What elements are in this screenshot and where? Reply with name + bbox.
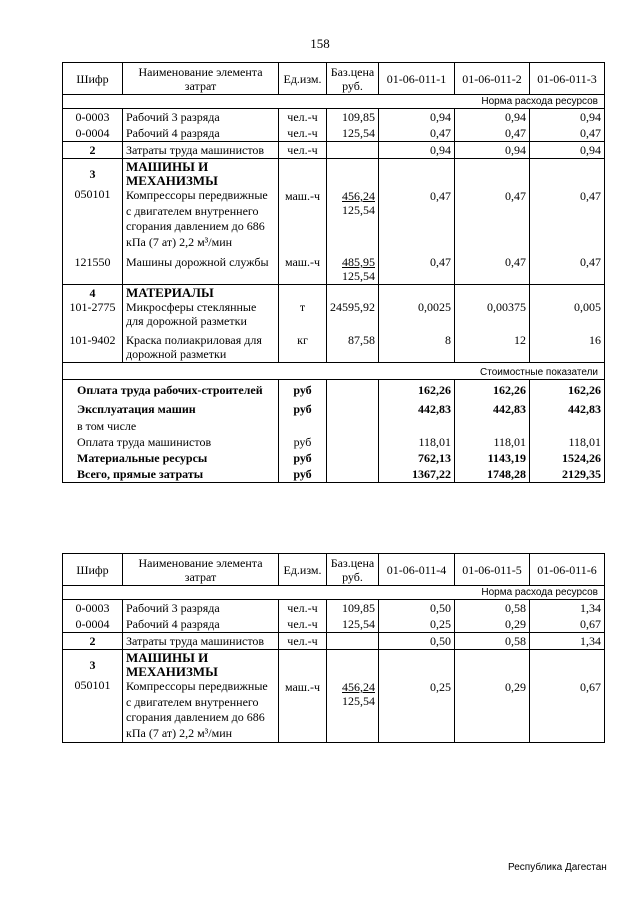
cost-unit: руб: [279, 380, 327, 399]
row-value-1: 0,94: [379, 109, 455, 126]
col-header-unit: Ед.изм.: [279, 554, 327, 586]
cost-value-1: 118,01: [379, 434, 455, 450]
section-norm-label: Норма расхода ресурсов: [63, 586, 605, 600]
row-value-3: 0,67: [530, 616, 605, 633]
cost-name: Материальные ресурсы: [63, 450, 279, 466]
cost-value-1: 162,26: [379, 380, 455, 399]
section-norm-label: Норма расхода ресурсов: [63, 95, 605, 109]
row-unit: маш.-ч: [279, 650, 327, 743]
row-value-1: 0,94: [379, 142, 455, 159]
col-header-code-6: 01-06-011-6: [530, 554, 605, 586]
section-title: МАШИНЫ И МЕХАНИЗМЫ: [126, 159, 218, 188]
cost-value-3: 442,83: [530, 398, 605, 434]
table-row: [63, 125, 605, 142]
cost-value-2: 162,26: [455, 380, 530, 399]
table-row: [63, 142, 605, 159]
row-value-3: 0,67: [530, 650, 605, 743]
col-header-code: Шифр: [63, 63, 123, 95]
price-bottom: 125,54: [342, 694, 375, 708]
norms-table-2: [62, 553, 605, 743]
section-row: [63, 586, 605, 600]
cost-row: [63, 450, 605, 466]
row-code: 0-0003: [63, 600, 123, 617]
row-price: 109,85: [327, 109, 379, 126]
price-bottom: 125,54: [342, 203, 375, 217]
row-value-1: 0,47: [379, 251, 455, 285]
section-row: [63, 363, 605, 380]
cost-name: Оплата труда машинистов: [63, 434, 279, 450]
price-top: 485,95: [342, 255, 375, 269]
materials-section: [63, 285, 605, 330]
row-value-3: 16: [530, 329, 605, 363]
row-value-3: 0,47: [530, 125, 605, 142]
col-header-code: Шифр: [63, 554, 123, 586]
row-name: Компрессоры передвижные с двигателем внутреннего сгорания давлением до 686 кПа (7 ат) 2,2 м³/мин: [126, 679, 268, 740]
row-name: Краска полиакриловая для дорожной разметки: [123, 329, 279, 363]
norms-table-1: [62, 62, 605, 483]
row-price: 24595,92: [327, 285, 379, 330]
row-name: Компрессоры передвижные с двигателем внутреннего сгорания давлением до 686 кПа (7 ат) 2,2 м³/мин: [126, 188, 268, 249]
cost-row: [63, 434, 605, 450]
machines-section: [63, 650, 605, 743]
row-unit: чел.-ч: [279, 125, 327, 142]
row-name: Рабочий 3 разряда: [123, 109, 279, 126]
price-top: 456,24: [342, 680, 375, 694]
row-value-1: 0,25: [379, 616, 455, 633]
col-header-code-4: 01-06-011-4: [379, 554, 455, 586]
machines-section: [63, 159, 605, 252]
row-price: 87,58: [327, 329, 379, 363]
cost-value-1: 762,13: [379, 450, 455, 466]
row-code: 0-0003: [63, 109, 123, 126]
row-name: Рабочий 3 разряда: [123, 600, 279, 617]
row-value-1: 0,0025: [379, 285, 455, 330]
row-value-3: 0,47: [530, 159, 605, 252]
row-value-1: 0,47: [379, 159, 455, 252]
col-header-code-3: 01-06-011-3: [530, 63, 605, 95]
row-code: 2: [63, 633, 123, 650]
row-unit: маш.-ч: [279, 159, 327, 252]
col-header-code-2: 01-06-011-2: [455, 63, 530, 95]
row-name: Рабочий 4 разряда: [123, 125, 279, 142]
table-row: [63, 616, 605, 633]
row-value-1: 0,47: [379, 125, 455, 142]
row-value-2: 0,58: [455, 633, 530, 650]
section-number: 4: [89, 286, 96, 300]
col-header-price: Баз.цена руб.: [327, 63, 379, 95]
cost-unit: руб: [279, 398, 327, 434]
cost-value-3: 162,26: [530, 380, 605, 399]
row-name: Микросферы стеклянные для дорожной разметки: [126, 300, 257, 328]
row-unit: чел.-ч: [279, 142, 327, 159]
col-header-unit: Ед.изм.: [279, 63, 327, 95]
cost-row: [63, 466, 605, 483]
row-name: Затраты труда машинистов: [123, 142, 279, 159]
row-price: 125,54: [327, 616, 379, 633]
row-name: Машины дорожной службы: [123, 251, 279, 285]
row-value-1: 0,50: [379, 633, 455, 650]
section-cost-label: Стоимостные показатели: [63, 363, 605, 380]
cost-value-3: 2129,35: [530, 466, 605, 483]
row-price: 109,85: [327, 600, 379, 617]
row-unit: т: [279, 285, 327, 330]
table-row: [63, 600, 605, 617]
row-code: 121550: [63, 251, 123, 285]
row-value-2: 0,58: [455, 600, 530, 617]
cost-value-2: 118,01: [455, 434, 530, 450]
row-code: 050101: [74, 678, 111, 692]
table-row: [63, 251, 605, 285]
cost-subtitle: в том числе: [77, 419, 137, 433]
row-value-3: 1,34: [530, 633, 605, 650]
price-top: 456,24: [342, 189, 375, 203]
col-header-code-1: 01-06-011-1: [379, 63, 455, 95]
row-unit: кг: [279, 329, 327, 363]
row-value-3: 0,005: [530, 285, 605, 330]
price-bottom: 125,54: [342, 269, 375, 283]
row-value-2: 0,47: [455, 159, 530, 252]
row-value-2: 0,47: [455, 125, 530, 142]
page-number: 158: [310, 36, 330, 51]
row-code: 101-9402: [63, 329, 123, 363]
section-row: [63, 95, 605, 109]
section-title: МАШИНЫ И МЕХАНИЗМЫ: [126, 650, 218, 679]
row-unit: чел.-ч: [279, 616, 327, 633]
cost-value-3: 1524,26: [530, 450, 605, 466]
col-header-name: Наименование элемента затрат: [123, 554, 279, 586]
cost-unit: руб: [279, 450, 327, 466]
row-value-2: 12: [455, 329, 530, 363]
row-value-2: 0,94: [455, 142, 530, 159]
row-code: 0-0004: [63, 616, 123, 633]
cost-name: Эксплуатация машин: [77, 402, 196, 416]
footer-region: Республика Дагестан: [508, 862, 607, 873]
col-header-code-5: 01-06-011-5: [455, 554, 530, 586]
cost-row: [63, 398, 605, 434]
table-row: [63, 109, 605, 126]
row-value-1: 8: [379, 329, 455, 363]
row-price: [327, 142, 379, 159]
cost-value-1: 1367,22: [379, 466, 455, 483]
cost-value-3: 118,01: [530, 434, 605, 450]
section-number: 3: [89, 167, 96, 181]
row-value-1: 0,50: [379, 600, 455, 617]
col-header-name: Наименование элемента затрат: [123, 63, 279, 95]
table-header-row: [63, 63, 605, 95]
cost-value-1: 442,83: [379, 398, 455, 434]
row-name: Затраты труда машинистов: [123, 633, 279, 650]
row-value-3: 0,94: [530, 109, 605, 126]
row-value-2: 0,47: [455, 251, 530, 285]
row-value-2: 0,94: [455, 109, 530, 126]
cost-name: Всего, прямые затраты: [63, 466, 279, 483]
table-header-row: [63, 554, 605, 586]
row-code: 2: [63, 142, 123, 159]
cost-value-2: 442,83: [455, 398, 530, 434]
row-unit: чел.-ч: [279, 633, 327, 650]
row-unit: чел.-ч: [279, 109, 327, 126]
row-code: 101-2775: [69, 300, 116, 314]
row-value-1: 0,25: [379, 650, 455, 743]
row-value-2: 0,29: [455, 616, 530, 633]
row-value-3: 1,34: [530, 600, 605, 617]
row-unit: чел.-ч: [279, 600, 327, 617]
row-price: [327, 633, 379, 650]
row-value-3: 0,47: [530, 251, 605, 285]
cost-row: [63, 380, 605, 399]
row-name: Рабочий 4 разряда: [123, 616, 279, 633]
section-number: 3: [89, 658, 96, 672]
section-title: МАТЕРИАЛЫ: [126, 285, 214, 300]
row-code: 050101: [74, 187, 111, 201]
cost-name: Оплата труда рабочих-строителей: [63, 380, 279, 399]
cost-value-2: 1143,19: [455, 450, 530, 466]
col-header-price: Баз.цена руб.: [327, 554, 379, 586]
table-row: [63, 633, 605, 650]
cost-value-2: 1748,28: [455, 466, 530, 483]
row-value-2: 0,29: [455, 650, 530, 743]
row-price: 125,54: [327, 125, 379, 142]
row-value-2: 0,00375: [455, 285, 530, 330]
cost-unit: руб: [279, 434, 327, 450]
row-value-3: 0,94: [530, 142, 605, 159]
row-code: 0-0004: [63, 125, 123, 142]
cost-unit: руб: [279, 466, 327, 483]
row-unit: маш.-ч: [279, 251, 327, 285]
table-row: [63, 329, 605, 363]
